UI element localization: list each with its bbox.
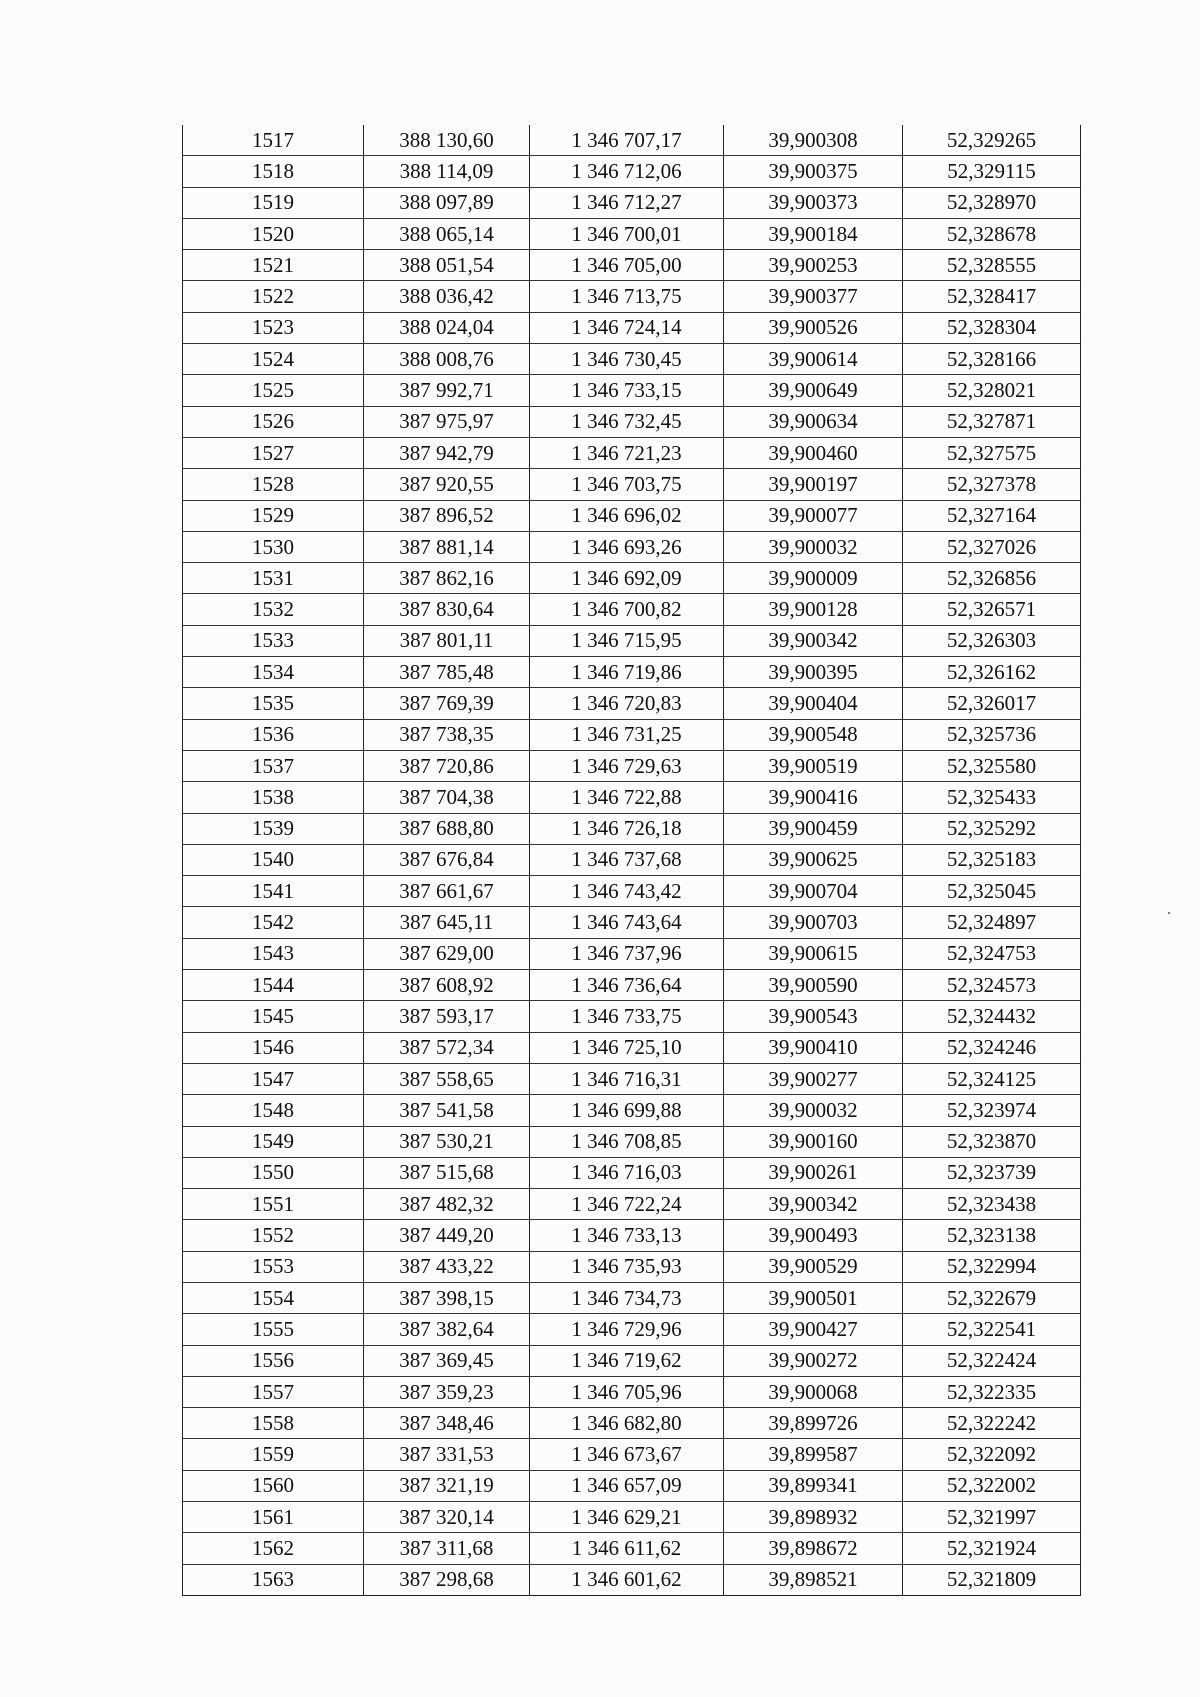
longitude-cell: 39,900649 — [724, 375, 903, 406]
x-coordinate-cell: 387 449,20 — [364, 1220, 530, 1251]
table-row — [183, 375, 1081, 406]
point-number-cell: 1529 — [183, 500, 364, 531]
x-coordinate-cell: 387 348,46 — [364, 1408, 530, 1439]
point-number-cell: 1547 — [183, 1063, 364, 1094]
longitude-cell: 39,900526 — [724, 312, 903, 343]
latitude-cell: 52,323438 — [903, 1189, 1081, 1220]
longitude-cell: 39,900529 — [724, 1251, 903, 1282]
point-number-cell: 1534 — [183, 657, 364, 688]
longitude-cell: 39,900342 — [724, 625, 903, 656]
latitude-cell: 52,325433 — [903, 782, 1081, 813]
x-coordinate-cell: 388 130,60 — [364, 125, 530, 156]
latitude-cell: 52,327026 — [903, 531, 1081, 562]
point-number-cell: 1563 — [183, 1564, 364, 1595]
point-number-cell: 1554 — [183, 1282, 364, 1313]
x-coordinate-cell: 387 433,22 — [364, 1251, 530, 1282]
longitude-cell: 39,900590 — [724, 970, 903, 1001]
longitude-cell: 39,900253 — [724, 250, 903, 281]
y-coordinate-cell: 1 346 601,62 — [530, 1564, 724, 1595]
y-coordinate-cell: 1 346 715,95 — [530, 625, 724, 656]
y-coordinate-cell: 1 346 720,83 — [530, 688, 724, 719]
point-number-cell: 1536 — [183, 719, 364, 750]
y-coordinate-cell: 1 346 611,62 — [530, 1533, 724, 1564]
table-row — [183, 1063, 1081, 1094]
table-row — [183, 844, 1081, 875]
point-number-cell: 1558 — [183, 1408, 364, 1439]
y-coordinate-cell: 1 346 712,27 — [530, 187, 724, 218]
point-number-cell: 1550 — [183, 1157, 364, 1188]
x-coordinate-cell: 387 704,38 — [364, 782, 530, 813]
point-number-cell: 1557 — [183, 1376, 364, 1407]
longitude-cell: 39,900501 — [724, 1282, 903, 1313]
y-coordinate-cell: 1 346 700,01 — [530, 218, 724, 249]
latitude-cell: 52,321924 — [903, 1533, 1081, 1564]
latitude-cell: 52,326162 — [903, 657, 1081, 688]
y-coordinate-cell: 1 346 733,13 — [530, 1220, 724, 1251]
point-number-cell: 1553 — [183, 1251, 364, 1282]
point-number-cell: 1548 — [183, 1095, 364, 1126]
longitude-cell: 39,900395 — [724, 657, 903, 688]
table-row — [183, 218, 1081, 249]
table-row — [183, 1439, 1081, 1470]
y-coordinate-cell: 1 346 724,14 — [530, 312, 724, 343]
longitude-cell: 39,900377 — [724, 281, 903, 312]
x-coordinate-cell: 387 992,71 — [364, 375, 530, 406]
table-row — [183, 970, 1081, 1001]
y-coordinate-cell: 1 346 736,64 — [530, 970, 724, 1001]
y-coordinate-cell: 1 346 703,75 — [530, 469, 724, 500]
latitude-cell: 52,322541 — [903, 1314, 1081, 1345]
table-row — [183, 437, 1081, 468]
x-coordinate-cell: 387 769,39 — [364, 688, 530, 719]
table-row — [183, 312, 1081, 343]
latitude-cell: 52,323974 — [903, 1095, 1081, 1126]
y-coordinate-cell: 1 346 682,80 — [530, 1408, 724, 1439]
point-number-cell: 1527 — [183, 437, 364, 468]
table-row — [183, 406, 1081, 437]
longitude-cell: 39,900277 — [724, 1063, 903, 1094]
point-number-cell: 1533 — [183, 625, 364, 656]
table-row — [183, 1345, 1081, 1376]
latitude-cell: 52,329115 — [903, 156, 1081, 187]
point-number-cell: 1555 — [183, 1314, 364, 1345]
longitude-cell: 39,900068 — [724, 1376, 903, 1407]
y-coordinate-cell: 1 346 732,45 — [530, 406, 724, 437]
coordinates-table-body — [183, 125, 1081, 1595]
latitude-cell: 52,322092 — [903, 1439, 1081, 1470]
table-row — [183, 1126, 1081, 1157]
y-coordinate-cell: 1 346 725,10 — [530, 1032, 724, 1063]
y-coordinate-cell: 1 346 743,42 — [530, 876, 724, 907]
x-coordinate-cell: 387 830,64 — [364, 594, 530, 625]
point-number-cell: 1549 — [183, 1126, 364, 1157]
longitude-cell: 39,900703 — [724, 907, 903, 938]
longitude-cell: 39,900342 — [724, 1189, 903, 1220]
longitude-cell: 39,900272 — [724, 1345, 903, 1376]
y-coordinate-cell: 1 346 705,96 — [530, 1376, 724, 1407]
latitude-cell: 52,322994 — [903, 1251, 1081, 1282]
point-number-cell: 1522 — [183, 281, 364, 312]
table-row — [183, 469, 1081, 500]
longitude-cell: 39,900493 — [724, 1220, 903, 1251]
x-coordinate-cell: 387 738,35 — [364, 719, 530, 750]
latitude-cell: 52,328970 — [903, 187, 1081, 218]
longitude-cell: 39,900009 — [724, 563, 903, 594]
longitude-cell: 39,900128 — [724, 594, 903, 625]
point-number-cell: 1532 — [183, 594, 364, 625]
table-row — [183, 1408, 1081, 1439]
y-coordinate-cell: 1 346 693,26 — [530, 531, 724, 562]
latitude-cell: 52,325183 — [903, 844, 1081, 875]
x-coordinate-cell: 387 862,16 — [364, 563, 530, 594]
table-row — [183, 625, 1081, 656]
x-coordinate-cell: 387 975,97 — [364, 406, 530, 437]
y-coordinate-cell: 1 346 721,23 — [530, 437, 724, 468]
point-number-cell: 1528 — [183, 469, 364, 500]
longitude-cell: 39,900032 — [724, 1095, 903, 1126]
point-number-cell: 1540 — [183, 844, 364, 875]
latitude-cell: 52,328166 — [903, 344, 1081, 375]
x-coordinate-cell: 387 382,64 — [364, 1314, 530, 1345]
longitude-cell: 39,900375 — [724, 156, 903, 187]
longitude-cell: 39,900373 — [724, 187, 903, 218]
latitude-cell: 52,324432 — [903, 1001, 1081, 1032]
latitude-cell: 52,325580 — [903, 750, 1081, 781]
latitude-cell: 52,322242 — [903, 1408, 1081, 1439]
y-coordinate-cell: 1 346 730,45 — [530, 344, 724, 375]
x-coordinate-cell: 387 369,45 — [364, 1345, 530, 1376]
point-number-cell: 1559 — [183, 1439, 364, 1470]
y-coordinate-cell: 1 346 729,63 — [530, 750, 724, 781]
y-coordinate-cell: 1 346 629,21 — [530, 1502, 724, 1533]
table-row — [183, 531, 1081, 562]
latitude-cell: 52,327378 — [903, 469, 1081, 500]
x-coordinate-cell: 387 720,86 — [364, 750, 530, 781]
scan-speck — [1168, 912, 1170, 914]
longitude-cell: 39,900077 — [724, 500, 903, 531]
y-coordinate-cell: 1 346 657,09 — [530, 1470, 724, 1501]
longitude-cell: 39,900197 — [724, 469, 903, 500]
y-coordinate-cell: 1 346 708,85 — [530, 1126, 724, 1157]
longitude-cell: 39,898521 — [724, 1564, 903, 1595]
latitude-cell: 52,328678 — [903, 218, 1081, 249]
y-coordinate-cell: 1 346 673,67 — [530, 1439, 724, 1470]
longitude-cell: 39,898932 — [724, 1502, 903, 1533]
x-coordinate-cell: 387 331,53 — [364, 1439, 530, 1470]
table-row — [183, 1157, 1081, 1188]
latitude-cell: 52,323138 — [903, 1220, 1081, 1251]
y-coordinate-cell: 1 346 722,88 — [530, 782, 724, 813]
x-coordinate-cell: 387 629,00 — [364, 938, 530, 969]
x-coordinate-cell: 387 661,67 — [364, 876, 530, 907]
latitude-cell: 52,327164 — [903, 500, 1081, 531]
longitude-cell: 39,900615 — [724, 938, 903, 969]
y-coordinate-cell: 1 346 696,02 — [530, 500, 724, 531]
latitude-cell: 52,328417 — [903, 281, 1081, 312]
x-coordinate-cell: 387 572,34 — [364, 1032, 530, 1063]
point-number-cell: 1520 — [183, 218, 364, 249]
latitude-cell: 52,329265 — [903, 125, 1081, 156]
y-coordinate-cell: 1 346 726,18 — [530, 813, 724, 844]
x-coordinate-cell: 387 321,19 — [364, 1470, 530, 1501]
x-coordinate-cell: 388 036,42 — [364, 281, 530, 312]
table-row — [183, 125, 1081, 156]
table-row — [183, 719, 1081, 750]
table-row — [183, 563, 1081, 594]
point-number-cell: 1561 — [183, 1502, 364, 1533]
longitude-cell: 39,899587 — [724, 1439, 903, 1470]
y-coordinate-cell: 1 346 733,75 — [530, 1001, 724, 1032]
x-coordinate-cell: 387 515,68 — [364, 1157, 530, 1188]
x-coordinate-cell: 387 311,68 — [364, 1533, 530, 1564]
table-row — [183, 1282, 1081, 1313]
y-coordinate-cell: 1 346 692,09 — [530, 563, 724, 594]
longitude-cell: 39,900625 — [724, 844, 903, 875]
latitude-cell: 52,327575 — [903, 437, 1081, 468]
y-coordinate-cell: 1 346 729,96 — [530, 1314, 724, 1345]
latitude-cell: 52,325292 — [903, 813, 1081, 844]
point-number-cell: 1519 — [183, 187, 364, 218]
table-row — [183, 1032, 1081, 1063]
table-row — [183, 1220, 1081, 1251]
point-number-cell: 1551 — [183, 1189, 364, 1220]
y-coordinate-cell: 1 346 737,68 — [530, 844, 724, 875]
point-number-cell: 1562 — [183, 1533, 364, 1564]
table-row — [183, 1470, 1081, 1501]
y-coordinate-cell: 1 346 712,06 — [530, 156, 724, 187]
table-row — [183, 1189, 1081, 1220]
latitude-cell: 52,325045 — [903, 876, 1081, 907]
table-row — [183, 250, 1081, 281]
longitude-cell: 39,900160 — [724, 1126, 903, 1157]
x-coordinate-cell: 387 398,15 — [364, 1282, 530, 1313]
table-row — [183, 187, 1081, 218]
table-row — [183, 1564, 1081, 1595]
latitude-cell: 52,322679 — [903, 1282, 1081, 1313]
x-coordinate-cell: 387 482,32 — [364, 1189, 530, 1220]
x-coordinate-cell: 387 530,21 — [364, 1126, 530, 1157]
x-coordinate-cell: 387 359,23 — [364, 1376, 530, 1407]
x-coordinate-cell: 387 593,17 — [364, 1001, 530, 1032]
table-row — [183, 500, 1081, 531]
table-row — [183, 1251, 1081, 1282]
table-row — [183, 688, 1081, 719]
latitude-cell: 52,323870 — [903, 1126, 1081, 1157]
y-coordinate-cell: 1 346 734,73 — [530, 1282, 724, 1313]
latitude-cell: 52,322335 — [903, 1376, 1081, 1407]
table-row — [183, 876, 1081, 907]
x-coordinate-cell: 387 785,48 — [364, 657, 530, 688]
point-number-cell: 1521 — [183, 250, 364, 281]
longitude-cell: 39,900519 — [724, 750, 903, 781]
longitude-cell: 39,900410 — [724, 1032, 903, 1063]
table-row — [183, 1095, 1081, 1126]
table-row — [183, 281, 1081, 312]
point-number-cell: 1535 — [183, 688, 364, 719]
point-number-cell: 1523 — [183, 312, 364, 343]
x-coordinate-cell: 388 065,14 — [364, 218, 530, 249]
y-coordinate-cell: 1 346 700,82 — [530, 594, 724, 625]
y-coordinate-cell: 1 346 737,96 — [530, 938, 724, 969]
latitude-cell: 52,326856 — [903, 563, 1081, 594]
latitude-cell: 52,325736 — [903, 719, 1081, 750]
table-row — [183, 907, 1081, 938]
latitude-cell: 52,326571 — [903, 594, 1081, 625]
table-row — [183, 750, 1081, 781]
y-coordinate-cell: 1 346 733,15 — [530, 375, 724, 406]
latitude-cell: 52,327871 — [903, 406, 1081, 437]
point-number-cell: 1538 — [183, 782, 364, 813]
latitude-cell: 52,324753 — [903, 938, 1081, 969]
table-row — [183, 1502, 1081, 1533]
table-row — [183, 813, 1081, 844]
x-coordinate-cell: 387 920,55 — [364, 469, 530, 500]
latitude-cell: 52,324246 — [903, 1032, 1081, 1063]
latitude-cell: 52,321809 — [903, 1564, 1081, 1595]
longitude-cell: 39,898672 — [724, 1533, 903, 1564]
y-coordinate-cell: 1 346 716,31 — [530, 1063, 724, 1094]
x-coordinate-cell: 388 051,54 — [364, 250, 530, 281]
point-number-cell: 1530 — [183, 531, 364, 562]
latitude-cell: 52,328304 — [903, 312, 1081, 343]
x-coordinate-cell: 388 024,04 — [364, 312, 530, 343]
point-number-cell: 1518 — [183, 156, 364, 187]
longitude-cell: 39,900261 — [724, 1157, 903, 1188]
x-coordinate-cell: 387 320,14 — [364, 1502, 530, 1533]
y-coordinate-cell: 1 346 731,25 — [530, 719, 724, 750]
x-coordinate-cell: 388 114,09 — [364, 156, 530, 187]
point-number-cell: 1542 — [183, 907, 364, 938]
x-coordinate-cell: 387 558,65 — [364, 1063, 530, 1094]
latitude-cell: 52,324125 — [903, 1063, 1081, 1094]
point-number-cell: 1537 — [183, 750, 364, 781]
point-number-cell: 1526 — [183, 406, 364, 437]
point-number-cell: 1544 — [183, 970, 364, 1001]
latitude-cell: 52,326017 — [903, 688, 1081, 719]
x-coordinate-cell: 387 645,11 — [364, 907, 530, 938]
longitude-cell: 39,900704 — [724, 876, 903, 907]
table-row — [183, 156, 1081, 187]
latitude-cell: 52,324573 — [903, 970, 1081, 1001]
point-number-cell: 1525 — [183, 375, 364, 406]
point-number-cell: 1524 — [183, 344, 364, 375]
table-row — [183, 657, 1081, 688]
point-number-cell: 1541 — [183, 876, 364, 907]
longitude-cell: 39,900032 — [724, 531, 903, 562]
longitude-cell: 39,900543 — [724, 1001, 903, 1032]
latitude-cell: 52,328021 — [903, 375, 1081, 406]
x-coordinate-cell: 387 676,84 — [364, 844, 530, 875]
x-coordinate-cell: 388 008,76 — [364, 344, 530, 375]
point-number-cell: 1543 — [183, 938, 364, 969]
y-coordinate-cell: 1 346 707,17 — [530, 125, 724, 156]
table-row — [183, 938, 1081, 969]
y-coordinate-cell: 1 346 722,24 — [530, 1189, 724, 1220]
longitude-cell: 39,900548 — [724, 719, 903, 750]
longitude-cell: 39,900427 — [724, 1314, 903, 1345]
longitude-cell: 39,900634 — [724, 406, 903, 437]
x-coordinate-cell: 387 298,68 — [364, 1564, 530, 1595]
y-coordinate-cell: 1 346 705,00 — [530, 250, 724, 281]
point-number-cell: 1556 — [183, 1345, 364, 1376]
y-coordinate-cell: 1 346 743,64 — [530, 907, 724, 938]
latitude-cell: 52,324897 — [903, 907, 1081, 938]
longitude-cell: 39,900184 — [724, 218, 903, 249]
latitude-cell: 52,322002 — [903, 1470, 1081, 1501]
longitude-cell: 39,899341 — [724, 1470, 903, 1501]
point-number-cell: 1545 — [183, 1001, 364, 1032]
longitude-cell: 39,899726 — [724, 1408, 903, 1439]
point-number-cell: 1552 — [183, 1220, 364, 1251]
y-coordinate-cell: 1 346 719,62 — [530, 1345, 724, 1376]
latitude-cell: 52,326303 — [903, 625, 1081, 656]
table-row — [183, 1001, 1081, 1032]
x-coordinate-cell: 387 942,79 — [364, 437, 530, 468]
y-coordinate-cell: 1 346 716,03 — [530, 1157, 724, 1188]
coordinates-table — [182, 125, 1081, 1596]
latitude-cell: 52,321997 — [903, 1502, 1081, 1533]
point-number-cell: 1546 — [183, 1032, 364, 1063]
x-coordinate-cell: 387 896,52 — [364, 500, 530, 531]
longitude-cell: 39,900460 — [724, 437, 903, 468]
point-number-cell: 1560 — [183, 1470, 364, 1501]
latitude-cell: 52,328555 — [903, 250, 1081, 281]
point-number-cell: 1517 — [183, 125, 364, 156]
y-coordinate-cell: 1 346 699,88 — [530, 1095, 724, 1126]
y-coordinate-cell: 1 346 713,75 — [530, 281, 724, 312]
longitude-cell: 39,900404 — [724, 688, 903, 719]
x-coordinate-cell: 387 608,92 — [364, 970, 530, 1001]
longitude-cell: 39,900416 — [724, 782, 903, 813]
y-coordinate-cell: 1 346 735,93 — [530, 1251, 724, 1282]
table-row — [183, 1533, 1081, 1564]
longitude-cell: 39,900459 — [724, 813, 903, 844]
latitude-cell: 52,322424 — [903, 1345, 1081, 1376]
x-coordinate-cell: 387 801,11 — [364, 625, 530, 656]
table-row — [183, 344, 1081, 375]
longitude-cell: 39,900614 — [724, 344, 903, 375]
point-number-cell: 1539 — [183, 813, 364, 844]
table-row — [183, 594, 1081, 625]
x-coordinate-cell: 387 688,80 — [364, 813, 530, 844]
x-coordinate-cell: 387 881,14 — [364, 531, 530, 562]
y-coordinate-cell: 1 346 719,86 — [530, 657, 724, 688]
x-coordinate-cell: 388 097,89 — [364, 187, 530, 218]
longitude-cell: 39,900308 — [724, 125, 903, 156]
table-row — [183, 782, 1081, 813]
table-row — [183, 1314, 1081, 1345]
table-row — [183, 1376, 1081, 1407]
x-coordinate-cell: 387 541,58 — [364, 1095, 530, 1126]
point-number-cell: 1531 — [183, 563, 364, 594]
latitude-cell: 52,323739 — [903, 1157, 1081, 1188]
